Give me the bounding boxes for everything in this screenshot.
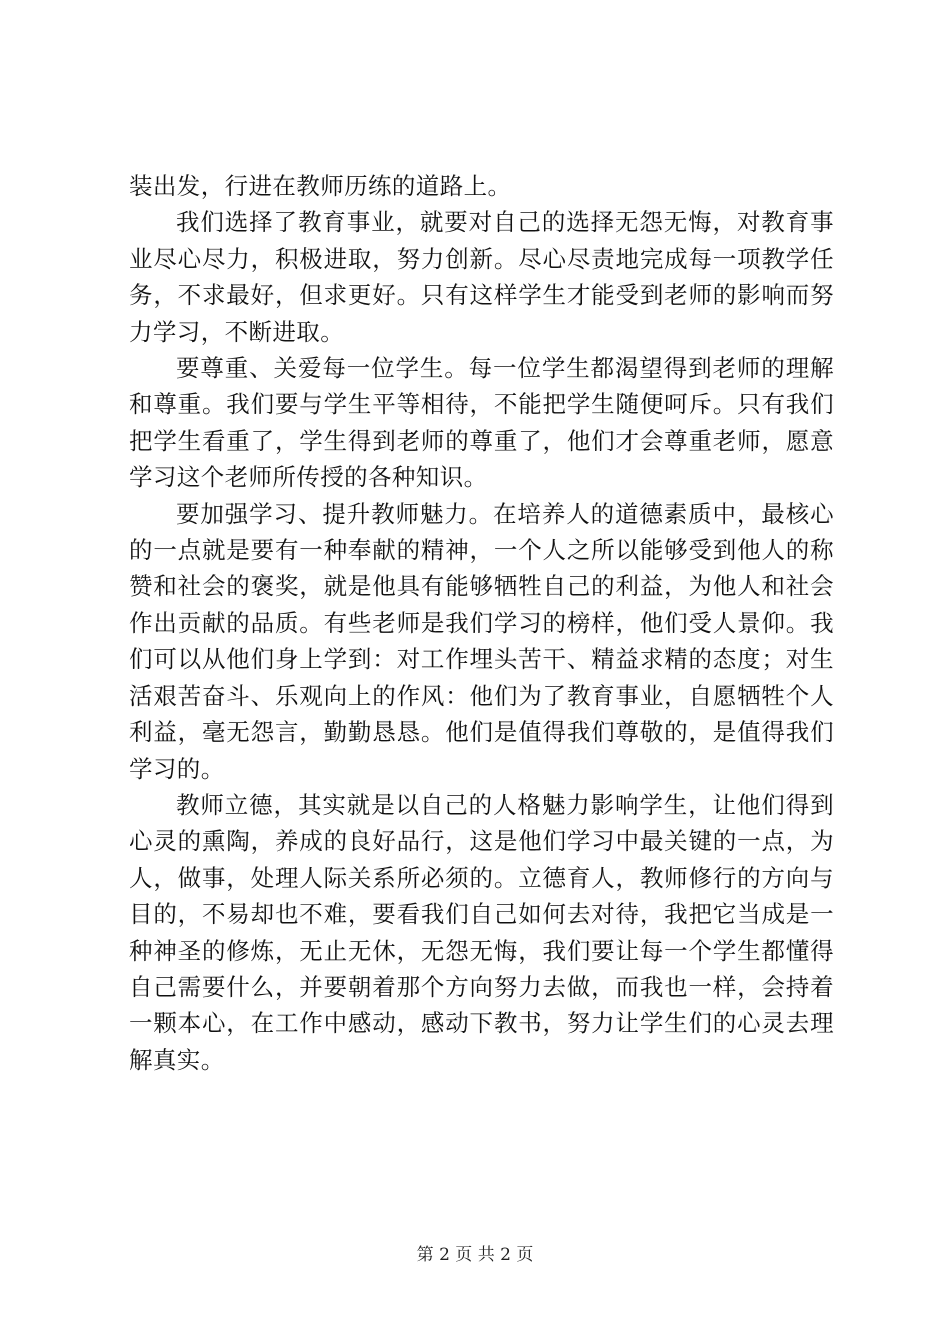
paragraph-teacher-charm: 要加强学习、提升教师魅力。在培养人的道德素质中，最核心的一点就是要有一种奉献的精神，一个人之所以能够受到他人的称赞和社会的褒奖，就是他具有能够牺牲自己的利益，为他人和社会作出贡献的品质。有些老师是我们学习的榜样，他们受人景仰。我们可以从他们身上学到：对工作埋头苦干、精益求精的态度；对生活艰苦奋斗、乐观向上的作风：他们为了教育事业，自愿牺牲个人利益，毫无怨言，勤勤恳恳。他们是值得我们尊敬的，是值得我们学习的。 [129,499,834,783]
paragraph-career-choice: 我们选择了教育事业，就要对自己的选择无怨无悔，对教育事业尽心尽力，积极进取，努力创新。尽心尽责地完成每一项教学任务，不求最好，但求更好。只有这样学生才能受到老师的影响而努力学习，不断进取。 [129,208,834,346]
paragraph-continuation: 装出发，行进在教师历练的道路上。 [129,172,512,200]
document-body [129,168,834,1078]
paragraph-teacher-morality: 教师立德，其实就是以自己的人格魅力影响学生，让他们得到心灵的熏陶，养成的良好品行，这是他们学习中最关键的一点，为人，做事，处理人际关系所必须的。立德育人，教师修行的方向与目的，不易却也不难，要看我们自己如何去对待，我把它当成是一种神圣的修炼，无止无休，无怨无悔，我们要让每一个学生都懂得自己需要什么，并要朝着那个方向努力去做，而我也一样，会持着一颗本心，在工作中感动，感动下教书，努力让学生们的心灵去理解真实。 [129,790,834,1074]
paragraph-respect-students: 要尊重、关爱每一位学生。每一位学生都渴望得到老师的理解和尊重。我们要与学生平等相待，不能把学生随便呵斥。只有我们把学生看重了，学生得到老师的尊重了，他们才会尊重老师，愿意学习这个老师所传授的各种知识。 [129,354,834,492]
page-number-footer: 第 2 页 共 2 页 [416,1245,534,1265]
